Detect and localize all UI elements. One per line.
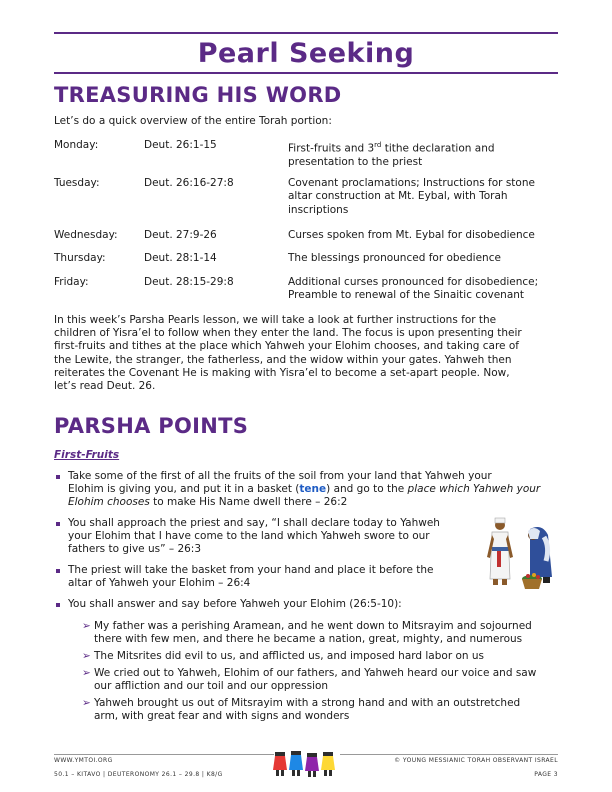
section-heading-treasuring: TREASURING HIS WORD: [54, 83, 342, 107]
footer-page-number: PAGE 3: [534, 771, 558, 778]
intro-text: Let’s do a quick overview of the entire Torah portion:: [54, 115, 332, 127]
section-heading-parsha-points: PARSHA POINTS: [54, 414, 249, 438]
sub-list-item-line: there with few men, and there he became a nation, great, mighty, and numerous: [94, 633, 523, 645]
arrow-icon: ➢: [82, 697, 91, 709]
schedule-ref: Deut. 26:1-15: [144, 139, 217, 151]
title-underline: [54, 72, 558, 74]
arrow-icon: ➢: [82, 650, 91, 662]
schedule-desc: [288, 276, 558, 303]
sub-list-item-line: Yahweh brought us out of Mitsrayim with a strong hand and with an outstretched: [94, 697, 521, 709]
paragraph-line: In this week’s Parsha Pearls lesson, we will take a look at further instructions for the: [54, 314, 497, 326]
overview-paragraph: [54, 314, 558, 393]
footer-rule-right: [340, 754, 558, 755]
schedule-desc-line: presentation to the priest: [288, 155, 423, 168]
footer-website[interactable]: WWW.YMTOI.ORG: [54, 757, 113, 764]
schedule-day: Wednesday:: [54, 229, 118, 241]
schedule-ref: Deut. 27:9-26: [144, 229, 217, 241]
paragraph-line: reiterates the Covenant He is making with Yisra’el to become a set-apart people. Now,: [54, 366, 510, 379]
sub-list-item-text: [94, 620, 558, 646]
list-item-line: your Elohim that I have come to the land which Yahweh swore to our: [68, 530, 430, 543]
sub-list-item-line: We cried out to Yahweh, Elohim of our fathers, and Yahweh heard our voice and saw: [94, 667, 537, 679]
bullet-icon: [56, 603, 60, 607]
list-item-text: You shall answer and say before Yahweh your Elohim (26:5-10):: [68, 598, 402, 610]
bullet-icon: [56, 522, 60, 526]
schedule-ref: Deut. 28:1-14: [144, 252, 217, 264]
schedule-day: Friday:: [54, 276, 89, 288]
schedule-desc: Curses spoken from Mt. Eybal for disobedience: [288, 229, 535, 241]
sub-list-item-line: arm, with great fear and with signs and wonders: [94, 710, 350, 722]
page-title: Pearl Seeking: [197, 38, 415, 69]
hebrew-word: tene: [299, 483, 327, 496]
schedule-desc: The blessings pronounced for obedience: [288, 252, 501, 264]
ymtoi-logo: [272, 748, 342, 780]
sub-list-item-text: [94, 697, 558, 723]
footer-lesson-info: 50.1 – KITAVO | DEUTERONOMY 26.1 – 29.8 | K8/G: [54, 771, 223, 778]
paragraph-line: first-fruits and tithes at the place which Yahweh your Elohim chooses, and taking care of: [54, 340, 519, 353]
schedule-desc-line: Covenant proclamations; Instructions for stone: [288, 177, 535, 189]
paragraph-line: the Lewite, the stranger, the fatherless, and the widow within your gates. Yahweh then: [54, 353, 512, 366]
list-item-line: You shall approach the priest and say, “I shall declare today to Yahweh: [68, 517, 440, 529]
schedule-day: Thursday:: [54, 252, 106, 264]
paragraph-line: let’s read Deut. 26.: [54, 380, 156, 393]
list-item-line: altar of Yahweh your Elohim – 26:4: [68, 577, 251, 590]
list-item-line: fathers to give us” – 26:3: [68, 543, 202, 556]
schedule-day: Monday:: [54, 139, 99, 151]
priest-and-worshipper-illustration: [486, 517, 560, 597]
schedule-ref: Deut. 28:15-29:8: [144, 276, 234, 288]
list-item-text: [68, 564, 478, 590]
arrow-icon: ➢: [82, 667, 91, 679]
list-item-line: The priest will take the basket from your hand and place it before the: [68, 564, 434, 576]
list-item-line: Take some of the first of all the fruits of the soil from your land that Yahweh your: [68, 470, 492, 482]
schedule-desc: [288, 177, 558, 217]
schedule-desc: [288, 139, 558, 169]
bullet-icon: [56, 569, 60, 573]
sub-list-item-line: My father was a perishing Aramean, and he went down to Mitsrayim and sojourned: [94, 620, 532, 632]
sub-list-item-text: [94, 650, 558, 663]
sub-list-item-line: our affliction and our toil and our oppression: [94, 680, 329, 692]
schedule-ref: Deut. 26:16-27:8: [144, 177, 234, 189]
top-rule: [54, 32, 558, 34]
list-item-line: Elohim chooses to make His Name dwell there – 26:2: [68, 496, 348, 509]
footer-rule-left: [54, 754, 274, 755]
list-item-text: [68, 470, 558, 510]
schedule-day: Tuesday:: [54, 177, 100, 189]
schedule-desc-line: Preamble to renewal of the Sinaitic covenant: [288, 289, 525, 302]
sub-list-item-text: [94, 667, 558, 693]
schedule-desc-line: Additional curses pronounced for disobedience;: [288, 276, 539, 288]
schedule-desc-line: altar construction at Mt. Eybal, with Torah: [288, 190, 508, 203]
list-item-line: Elohim is giving you, and put it in a basket (tene) and go to the place which Yahweh your: [68, 483, 541, 496]
schedule-desc-line: inscriptions: [288, 203, 349, 216]
sub-list-item-line: The Mitsrites did evil to us, and afflicted us, and imposed hard labor on us: [94, 650, 485, 662]
subheading-first-fruits: First-Fruits: [54, 449, 120, 461]
arrow-icon: ➢: [82, 620, 91, 632]
list-item-text: [68, 517, 478, 557]
bullet-icon: [56, 475, 60, 479]
schedule-desc-line: First-fruits and 3rd tithe declaration and: [288, 141, 495, 155]
footer-copyright: © YOUNG MESSIANIC TORAH OBSERVANT ISRAEL: [394, 757, 558, 764]
paragraph-line: children of Yisra’el to follow when they enter the land. The focus is upon presenting their: [54, 327, 522, 340]
